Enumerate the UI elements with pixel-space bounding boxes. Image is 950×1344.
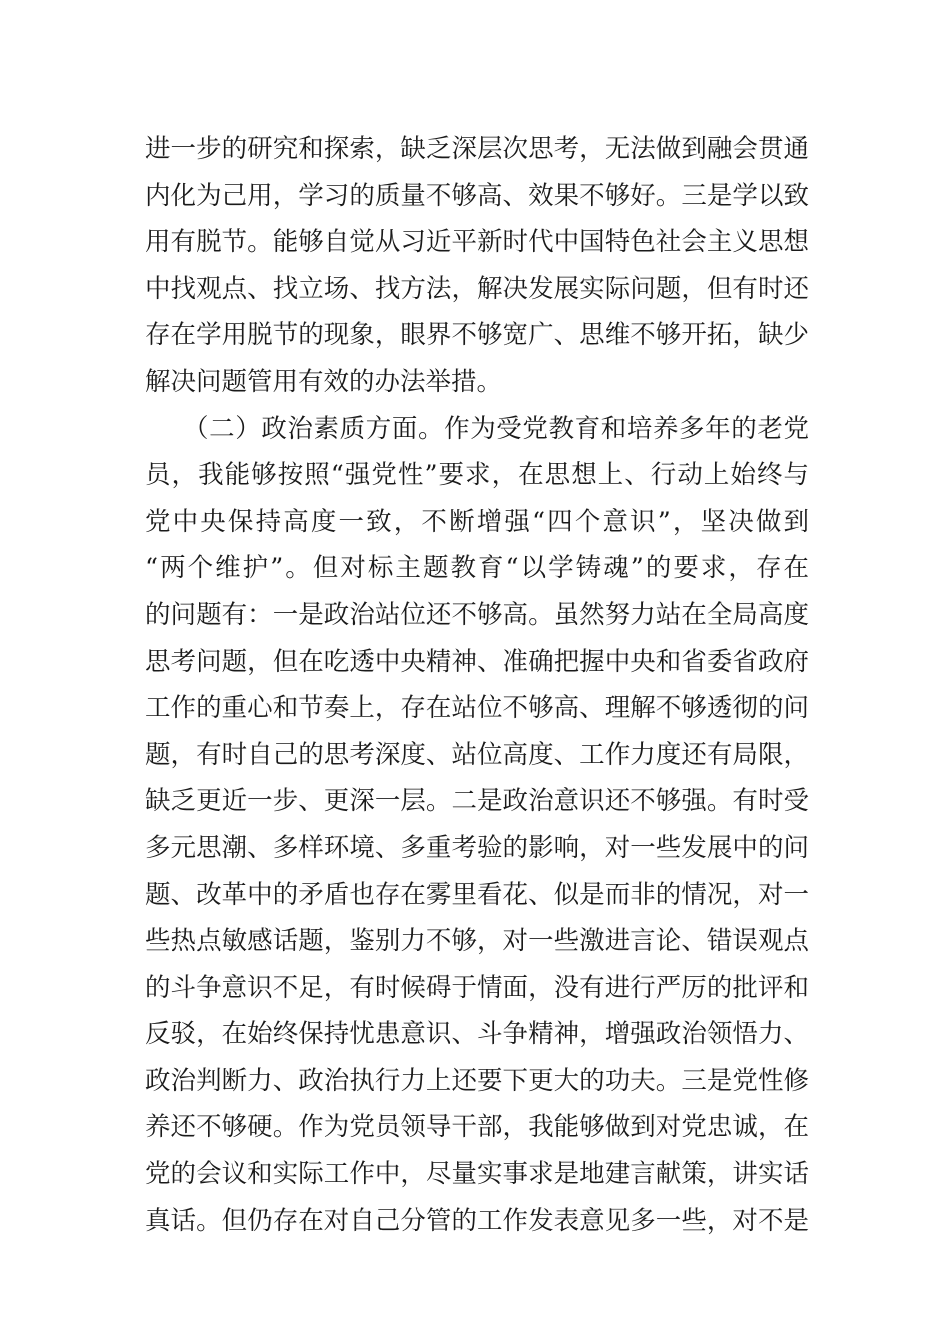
- text-line: 的斗争意识不足，有时候碍于情面，没有进行严厉的批评和: [145, 972, 809, 1003]
- text-line: 多元思潮、多样环境、多重考验的影响，对一些发展中的问: [145, 832, 809, 863]
- text-line: 的问题有：一是政治站位还不够高。虽然努力站在全局高度: [145, 599, 809, 630]
- text-line: 些热点敏感话题，鉴别力不够，对一些激进言论、错误观点: [145, 926, 809, 957]
- text-line: 思考问题，但在吃透中央精神、准确把握中央和省委省政府: [145, 646, 809, 677]
- text-line: 政治判断力、政治执行力上还要下更大的功夫。三是党性修: [145, 1065, 809, 1096]
- text-line: 缺乏更近一步、更深一层。二是政治意识还不够强。有时受: [145, 786, 809, 817]
- text-line: 中找观点、找立场、找方法，解决发展实际问题，但有时还: [145, 273, 809, 304]
- text-line: 党的会议和实际工作中，尽量实事求是地建言献策，讲实话: [145, 1159, 809, 1190]
- text-line: 存在学用脱节的现象，眼界不够宽广、思维不够开拓，缺少: [145, 320, 809, 351]
- text-line: 员，我能够按照“强党性”要求，在思想上、行动上始终与: [145, 460, 809, 491]
- text-line: 内化为己用，学习的质量不够高、效果不够好。三是学以致: [145, 180, 809, 211]
- text-line: “两个维护”。但对标主题教育“以学铸魂”的要求，存在: [145, 553, 809, 584]
- text-line: 题、改革中的矛盾也存在雾里看花、似是而非的情况，对一: [145, 879, 809, 910]
- text-line: 反驳，在始终保持忧患意识、斗争精神，增强政治领悟力、: [145, 1019, 809, 1050]
- text-line: 真话。但仍存在对自己分管的工作发表意见多一些，对不是: [145, 1205, 809, 1236]
- text-line: 工作的重心和节奏上，存在站位不够高、理解不够透彻的问: [145, 693, 809, 724]
- section-heading-line: （二）政治素质方面。作为受党教育和培养多年的老党: [183, 413, 809, 444]
- text-line: 进一步的研究和探索，缺乏深层次思考，无法做到融会贯通: [145, 134, 809, 164]
- text-line: 养还不够硬。作为党员领导干部，我能够做到对党忠诚，在: [145, 1112, 809, 1143]
- text-line: 题，有时自己的思考深度、站位高度、工作力度还有局限，: [145, 739, 809, 770]
- text-line: 解决问题管用有效的办法举措。: [145, 366, 503, 397]
- text-line: 党中央保持高度一致，不断增强“四个意识”，坚决做到: [145, 506, 809, 537]
- body-text: [145, 126, 809, 1244]
- text-line: 用有脱节。能够自觉从习近平新时代中国特色社会主义思想: [145, 227, 809, 258]
